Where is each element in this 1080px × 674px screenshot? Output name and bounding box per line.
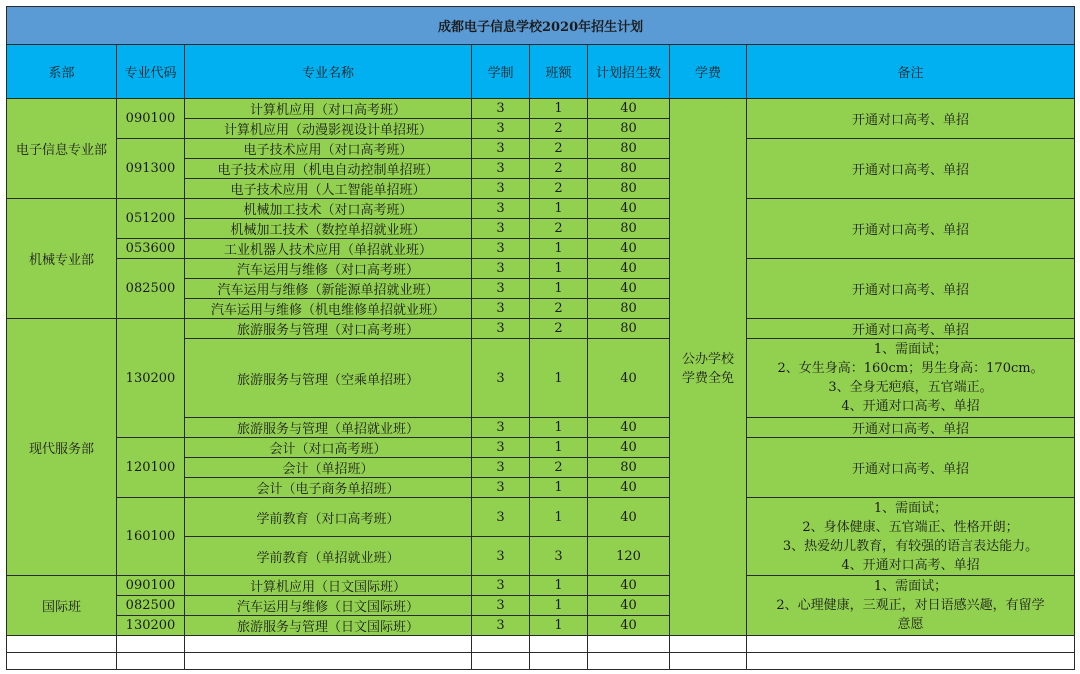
remark-line: 意愿 bbox=[897, 617, 924, 632]
dept-cell: 机械专业部 bbox=[7, 199, 117, 319]
years-cell: 3 bbox=[472, 179, 530, 199]
remark-line: 2、心理健康，三观正，对日语感兴趣，有留学 bbox=[776, 598, 1045, 613]
empty-cell[interactable] bbox=[670, 636, 747, 653]
tuition-cell bbox=[670, 99, 747, 636]
remark-airline bbox=[747, 339, 1075, 418]
remark-line: 1、需面试； bbox=[873, 579, 948, 594]
dept-cell: 国际班 bbox=[7, 576, 117, 636]
remark-cell: 开通对口高考、单招 bbox=[747, 259, 1075, 319]
major-name: 会计（对口高考班） bbox=[185, 438, 472, 458]
header-dept: 系部 bbox=[7, 45, 117, 99]
classes-cell: 1 bbox=[530, 498, 588, 537]
years-cell: 3 bbox=[472, 498, 530, 537]
classes-cell: 3 bbox=[530, 537, 588, 576]
empty-cell[interactable] bbox=[472, 636, 530, 653]
classes-cell: 2 bbox=[530, 159, 588, 179]
planned-cell: 80 bbox=[588, 299, 670, 319]
years-cell: 3 bbox=[472, 596, 530, 616]
major-name: 汽车运用与维修（机电维修单招就业班） bbox=[185, 299, 472, 319]
major-name: 工业机器人技术应用（单招就业班） bbox=[185, 239, 472, 259]
planned-cell: 80 bbox=[588, 159, 670, 179]
table-title: 成都电子信息学校2020年招生计划 bbox=[7, 7, 1075, 45]
header-code: 专业代码 bbox=[117, 45, 185, 99]
years-cell: 3 bbox=[472, 259, 530, 279]
major-name: 会计（电子商务单招班） bbox=[185, 478, 472, 498]
remark-cell: 开通对口高考、单招 bbox=[747, 139, 1075, 199]
code-cell: 090100 bbox=[117, 99, 185, 139]
planned-cell: 40 bbox=[588, 239, 670, 259]
major-name: 汽车运用与维修（日文国际班） bbox=[185, 596, 472, 616]
planned-cell: 80 bbox=[588, 119, 670, 139]
planned-cell: 40 bbox=[588, 339, 670, 418]
code-cell: 090100 bbox=[117, 576, 185, 596]
major-name: 计算机应用（动漫影视设计单招班） bbox=[185, 119, 472, 139]
dept-cell: 现代服务部 bbox=[7, 319, 117, 576]
classes-cell: 2 bbox=[530, 299, 588, 319]
planned-cell: 80 bbox=[588, 179, 670, 199]
code-cell: 091300 bbox=[117, 139, 185, 199]
classes-cell: 1 bbox=[530, 596, 588, 616]
remark-cell: 开通对口高考、单招 bbox=[747, 319, 1075, 339]
years-cell: 3 bbox=[472, 616, 530, 636]
planned-cell: 120 bbox=[588, 537, 670, 576]
dept-cell: 电子信息专业部 bbox=[7, 99, 117, 199]
classes-cell: 1 bbox=[530, 199, 588, 219]
planned-cell: 40 bbox=[588, 99, 670, 119]
years-cell: 3 bbox=[472, 458, 530, 478]
years-cell: 3 bbox=[472, 438, 530, 458]
header-tuition: 学费 bbox=[670, 45, 747, 99]
remark-line: 4、开通对口高考、单招 bbox=[841, 557, 980, 573]
major-name: 计算机应用（对口高考班） bbox=[185, 99, 472, 119]
empty-cell[interactable] bbox=[7, 636, 117, 653]
major-name: 学前教育（单招就业班） bbox=[185, 537, 472, 576]
empty-cell[interactable] bbox=[117, 636, 185, 653]
classes-cell: 1 bbox=[530, 279, 588, 299]
remark-line: 1、需面试； bbox=[873, 342, 948, 357]
classes-cell: 1 bbox=[530, 438, 588, 458]
classes-cell: 1 bbox=[530, 99, 588, 119]
classes-cell: 2 bbox=[530, 119, 588, 139]
years-cell: 3 bbox=[472, 279, 530, 299]
code-cell: 130200 bbox=[117, 616, 185, 636]
major-name: 旅游服务与管理（日文国际班） bbox=[185, 616, 472, 636]
empty-cell[interactable] bbox=[185, 636, 472, 653]
empty-cell[interactable] bbox=[670, 653, 747, 670]
years-cell: 3 bbox=[472, 319, 530, 339]
years-cell: 3 bbox=[472, 219, 530, 239]
code-cell: 051200 bbox=[117, 199, 185, 239]
years-cell: 3 bbox=[472, 418, 530, 438]
empty-cell[interactable] bbox=[117, 653, 185, 670]
remark-line: 4、开通对口高考、单招 bbox=[841, 399, 980, 414]
years-cell: 3 bbox=[472, 239, 530, 259]
years-cell: 3 bbox=[472, 537, 530, 576]
planned-cell: 40 bbox=[588, 418, 670, 438]
years-cell: 3 bbox=[472, 339, 530, 418]
classes-cell: 2 bbox=[530, 458, 588, 478]
major-name: 学前教育（对口高考班） bbox=[185, 498, 472, 537]
planned-cell: 80 bbox=[588, 458, 670, 478]
classes-cell: 1 bbox=[530, 259, 588, 279]
code-cell: 082500 bbox=[117, 596, 185, 616]
major-name: 机械加工技术（对口高考班） bbox=[185, 199, 472, 219]
classes-cell: 1 bbox=[530, 576, 588, 596]
header-remarks: 备注 bbox=[747, 45, 1075, 99]
major-name: 汽车运用与维修（对口高考班） bbox=[185, 259, 472, 279]
remark-preschool bbox=[747, 498, 1075, 576]
tuition-line-1: 公办学校 bbox=[681, 352, 734, 367]
planned-cell: 40 bbox=[588, 438, 670, 458]
remark-international bbox=[747, 576, 1075, 636]
empty-cell[interactable] bbox=[472, 653, 530, 670]
years-cell: 3 bbox=[472, 139, 530, 159]
remark-cell: 开通对口高考、单招 bbox=[747, 199, 1075, 259]
planned-cell: 80 bbox=[588, 139, 670, 159]
code-cell: 130200 bbox=[117, 319, 185, 438]
empty-cell[interactable] bbox=[747, 636, 1075, 653]
major-name: 计算机应用（日文国际班） bbox=[185, 576, 472, 596]
header-name: 专业名称 bbox=[185, 45, 472, 99]
remark-line: 2、女生身高：160cm；男生身高：170cm。 bbox=[777, 361, 1044, 376]
major-name: 旅游服务与管理（空乘单招班） bbox=[185, 339, 472, 418]
major-name: 旅游服务与管理（对口高考班） bbox=[185, 319, 472, 339]
years-cell: 3 bbox=[472, 119, 530, 139]
years-cell: 3 bbox=[472, 478, 530, 498]
major-name: 电子技术应用（人工智能单招班） bbox=[185, 179, 472, 199]
enrollment-plan-table bbox=[6, 6, 1075, 670]
code-cell: 160100 bbox=[117, 498, 185, 576]
classes-cell: 2 bbox=[530, 219, 588, 239]
years-cell: 3 bbox=[472, 299, 530, 319]
header-planned: 计划招生数 bbox=[588, 45, 670, 99]
classes-cell: 1 bbox=[530, 239, 588, 259]
remark-cell: 开通对口高考、单招 bbox=[747, 438, 1075, 498]
major-name: 会计（单招班） bbox=[185, 458, 472, 478]
tuition-line-2: 学费全免 bbox=[681, 371, 734, 386]
major-name: 电子技术应用（机电自动控制单招班） bbox=[185, 159, 472, 179]
code-cell: 120100 bbox=[117, 438, 185, 498]
planned-cell: 40 bbox=[588, 279, 670, 299]
planned-cell: 40 bbox=[588, 259, 670, 279]
empty-cell[interactable] bbox=[530, 653, 588, 670]
remark-line: 2、身体健康、五官端正、性格开朗； bbox=[802, 519, 1019, 535]
planned-cell: 40 bbox=[588, 498, 670, 537]
major-name: 旅游服务与管理（单招就业班） bbox=[185, 418, 472, 438]
empty-cell[interactable] bbox=[588, 653, 670, 670]
years-cell: 3 bbox=[472, 199, 530, 219]
header-years: 学制 bbox=[472, 45, 530, 99]
remark-cell: 开通对口高考、单招 bbox=[747, 418, 1075, 438]
planned-cell: 40 bbox=[588, 199, 670, 219]
classes-cell: 2 bbox=[530, 319, 588, 339]
major-name: 机械加工技术（数控单招就业班） bbox=[185, 219, 472, 239]
planned-cell: 40 bbox=[588, 576, 670, 596]
planned-cell: 80 bbox=[588, 219, 670, 239]
empty-cell[interactable] bbox=[7, 653, 117, 670]
header-classes: 班额 bbox=[530, 45, 588, 99]
empty-cell[interactable] bbox=[747, 653, 1075, 670]
planned-cell: 40 bbox=[588, 478, 670, 498]
planned-cell: 40 bbox=[588, 596, 670, 616]
classes-cell: 2 bbox=[530, 179, 588, 199]
major-name: 汽车运用与维修（新能源单招就业班） bbox=[185, 279, 472, 299]
classes-cell: 1 bbox=[530, 339, 588, 418]
classes-cell: 1 bbox=[530, 478, 588, 498]
years-cell: 3 bbox=[472, 99, 530, 119]
remark-line: 3、全身无疤痕，五官端正。 bbox=[828, 380, 993, 395]
years-cell: 3 bbox=[472, 159, 530, 179]
planned-cell: 40 bbox=[588, 616, 670, 636]
classes-cell: 1 bbox=[530, 418, 588, 438]
remark-line: 1、需面试； bbox=[873, 500, 948, 516]
remark-line: 3、热爱幼儿教育，有较强的语言表达能力。 bbox=[782, 538, 1039, 554]
major-name: 电子技术应用（对口高考班） bbox=[185, 139, 472, 159]
empty-cell[interactable] bbox=[530, 636, 588, 653]
code-cell: 082500 bbox=[117, 259, 185, 319]
empty-cell[interactable] bbox=[588, 636, 670, 653]
empty-cell[interactable] bbox=[185, 653, 472, 670]
classes-cell: 2 bbox=[530, 139, 588, 159]
planned-cell: 80 bbox=[588, 319, 670, 339]
classes-cell: 1 bbox=[530, 616, 588, 636]
code-cell: 053600 bbox=[117, 239, 185, 259]
years-cell: 3 bbox=[472, 576, 530, 596]
remark-cell: 开通对口高考、单招 bbox=[747, 99, 1075, 139]
